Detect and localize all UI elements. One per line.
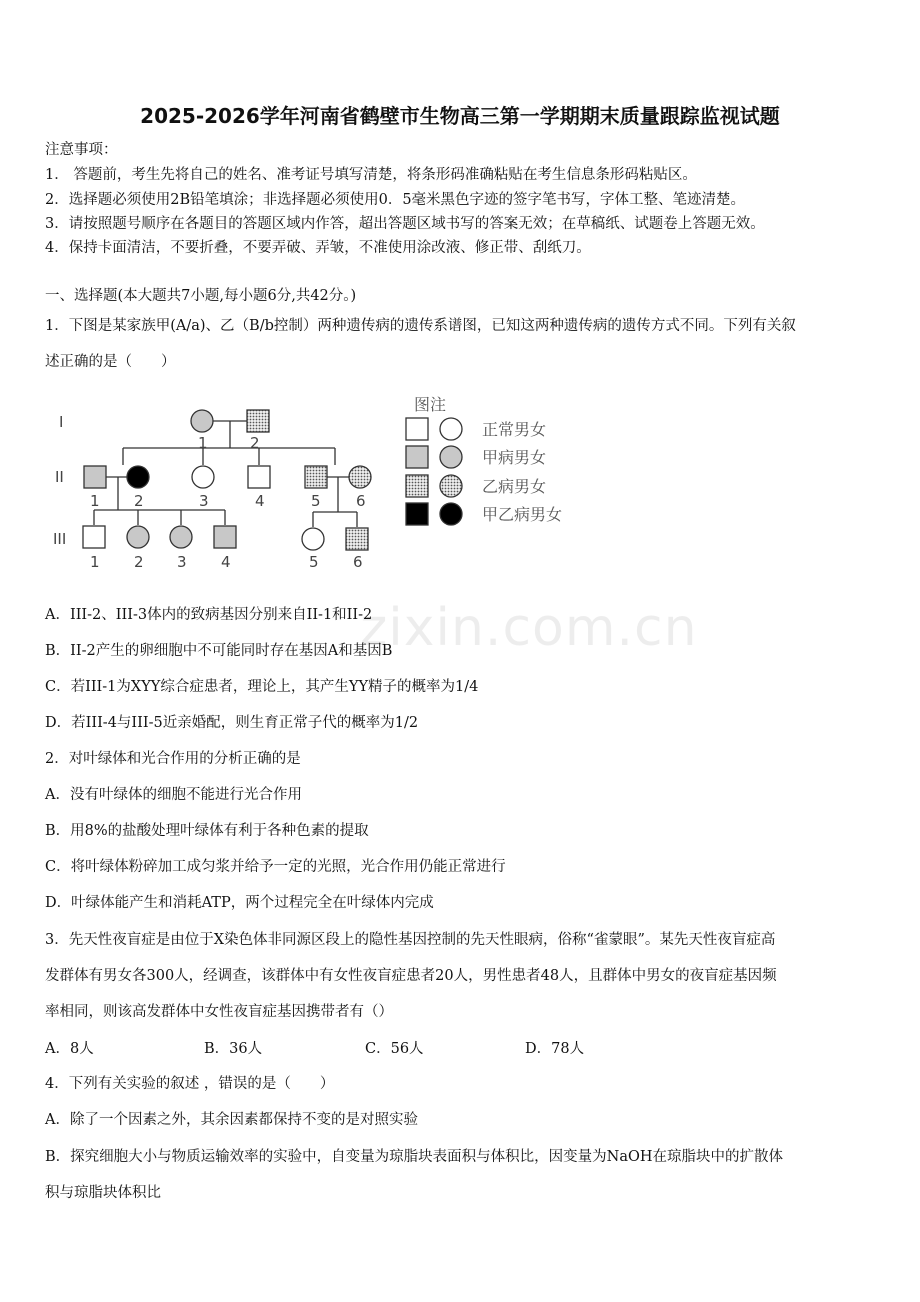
question-3-stem-cont: 率相同，则该高发群体中女性夜盲症基因携带者有（） <box>45 1004 393 1020</box>
individual-number: 6 <box>356 492 366 510</box>
section-heading: 一、选择题(本大题共7小题,每小题6分,共42分。) <box>45 288 357 304</box>
question-3-stem: 3．先天性夜盲症是由位于X染色体非同源区段上的隐性基因控制的先天性眼病，俗称“雀蒙眼”。某先天性夜盲症高 <box>45 932 776 948</box>
option-b: B．36人 <box>204 1041 263 1057</box>
individual-number: 2 <box>250 434 260 452</box>
legend-label: 正常男女 <box>482 420 547 439</box>
question-4-stem: 4．下列有关实验的叙述 ，错误的是（ ） <box>45 1076 335 1092</box>
notice-item: 2．选择题必须使用2B铅笔填涂；非选择题必须使用0．5毫米黑色字迹的签字笔书写，字体工整、笔迹清楚。 <box>45 192 746 208</box>
legend-label: 甲病男女 <box>482 448 547 467</box>
notice-heading: 注意事项： <box>45 142 118 158</box>
option-c: C．将叶绿体粉碎加工成匀浆并给予一定的光照，光合作用仍能正常进行 <box>45 859 506 875</box>
generation-label: II <box>55 468 64 486</box>
individual-number: 3 <box>177 553 187 571</box>
question-1-stem-cont: 述正确的是（ ） <box>45 354 176 370</box>
question-2-stem: 2．对叶绿体和光合作用的分析正确的是 <box>45 751 301 767</box>
option-a: A．8人 <box>45 1041 94 1057</box>
option-b-cont: 积与琼脂块体积比 <box>45 1185 161 1201</box>
notice-item: 4．保持卡面清洁，不要折叠，不要弄破、弄皱，不准使用涂改液、修正带、刮纸刀。 <box>45 240 591 256</box>
individual-number: 1 <box>198 434 208 452</box>
legend-title: 图注 <box>414 395 447 414</box>
question-1-stem: 1．下图是某家族甲(A/a)、乙（B/b控制）两种遗传病的遗传系谱图，已知这两种遗传病的遗传方式不同。下列有关叙 <box>45 318 796 334</box>
legend-label: 甲乙病男女 <box>482 505 563 524</box>
option-d: D．若III-4与III-5近亲婚配，则生育正常子代的概率为1/2 <box>45 715 419 731</box>
option-b: B．用8%的盐酸处理叶绿体有利于各种色素的提取 <box>45 823 369 839</box>
option-a: A．没有叶绿体的细胞不能进行光合作用 <box>45 787 302 803</box>
option-d: D．叶绿体能产生和消耗ATP，两个过程完全在叶绿体内完成 <box>45 895 434 911</box>
individual-number: 4 <box>255 492 265 510</box>
option-d: D．78人 <box>525 1041 585 1057</box>
option-c: C．56人 <box>365 1041 424 1057</box>
individual-number: 2 <box>134 492 144 510</box>
option-c: C．若III-1为XYY综合症患者，理论上，其产生YY精子的概率为1/4 <box>45 679 479 695</box>
page-title: 2025-2026学年河南省鹤壁市生物高三第一学期期末质量跟踪监视试题 <box>140 104 780 128</box>
watermark: zixin.com.cn <box>360 598 698 658</box>
individual-number: 5 <box>311 492 321 510</box>
question-3-stem-cont: 发群体有男女各300人，经调查，该群体中有女性夜盲症患者20人，男性患者48人，且群体中男女的夜盲症基因频 <box>45 968 777 984</box>
individual-number: 6 <box>353 553 363 571</box>
notice-item: 1． 答题前，考生先将自己的姓名、准考证号填写清楚，将条形码准确粘贴在考生信息条形码粘贴区。 <box>45 167 697 183</box>
option-b: B．探究细胞大小与物质运输效率的实验中，自变量为琼脂块表面积与体积比，因变量为NaOH在琼脂块中的扩散体 <box>45 1149 784 1165</box>
notice-item: 3．请按照题号顺序在各题目的答题区域内作答，超出答题区域书写的答案无效；在草稿纸、试题卷上答题无效。 <box>45 216 765 232</box>
pedigree-chart <box>45 388 605 578</box>
option-a: A．III-2、III-3体内的致病基因分别来自II-1和II-2 <box>45 607 373 623</box>
option-b: B．II-2产生的卵细胞中不可能同时存在基因A和基因B <box>45 643 393 659</box>
individual-number: 1 <box>90 492 100 510</box>
individual-number: 2 <box>134 553 144 571</box>
individual-number: 4 <box>221 553 231 571</box>
generation-label: I <box>59 413 64 431</box>
generation-label: III <box>53 530 67 548</box>
option-a: A．除了一个因素之外，其余因素都保持不变的是对照实验 <box>45 1112 418 1128</box>
individual-number: 3 <box>199 492 209 510</box>
individual-number: 1 <box>90 553 100 571</box>
legend-label: 乙病男女 <box>482 477 547 496</box>
individual-number: 5 <box>309 553 319 571</box>
